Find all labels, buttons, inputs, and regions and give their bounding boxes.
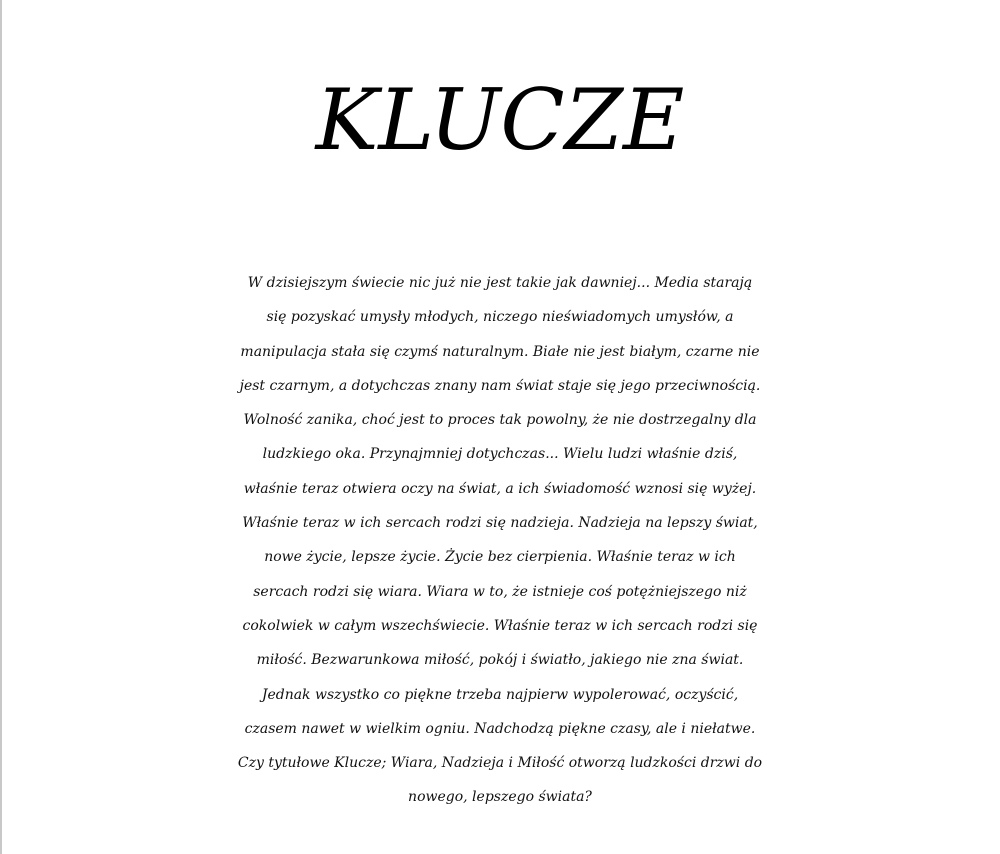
body-line: czasem nawet w wielkim ogniu. Nadchodzą piękne czasy, ale i niełatwe. — [244, 720, 756, 737]
body-line: Wolność zanika, choć jest to proces tak powolny, że nie dostrzegalny dla — [243, 412, 757, 429]
document-body — [0, 266, 1000, 815]
body-line: cokolwiek w całym wszechświecie. Właśnie teraz w ich sercach rodzi się — [242, 617, 758, 634]
body-line: nowego, lepszego świata? — [408, 789, 592, 806]
body-line: Czy tytułowe Klucze; Wiara, Nadzieja i Miłość otworzą ludzkości drzwi do — [237, 755, 763, 772]
body-line: manipulacja stała się czymś naturalnym. Białe nie jest białym, czarne nie — [240, 343, 760, 360]
body-line: Jednak wszystko co piękne trzeba najpierw wypolerować, oczyścić, — [261, 686, 739, 703]
body-line: W dzisiejszym świecie nic już nie jest takie jak dawniej... Media starają — [247, 275, 753, 291]
body-line: się pozyskać umysły młodych, niczego nieświadomych umysłów, a — [266, 309, 734, 326]
body-line: właśnie teraz otwiera oczy na świat, a ich świadomość wznosi się wyżej. — [243, 480, 757, 497]
body-line: Właśnie teraz w ich sercach rodzi się nadzieja. Nadzieja na lepszy świat, — [242, 515, 758, 532]
body-line: jest czarnym, a dotychczas znany nam świat staje się jego przeciwnością. — [239, 377, 761, 394]
body-line: sercach rodzi się wiara. Wiara w to, że istnieje coś potężniejszego niż — [253, 583, 747, 600]
body-line: ludzkiego oka. Przynajmniej dotychczas... Wielu ludzi właśnie dziś, — [262, 446, 738, 463]
document-title: KLUCZE — [315, 71, 685, 169]
body-line: nowe życie, lepsze życie. Życie bez cierpienia. Właśnie teraz w ich — [264, 549, 736, 566]
body-line: miłość. Bezwarunkowa miłość, pokój i światło, jakiego nie zna świat. — [256, 652, 744, 669]
